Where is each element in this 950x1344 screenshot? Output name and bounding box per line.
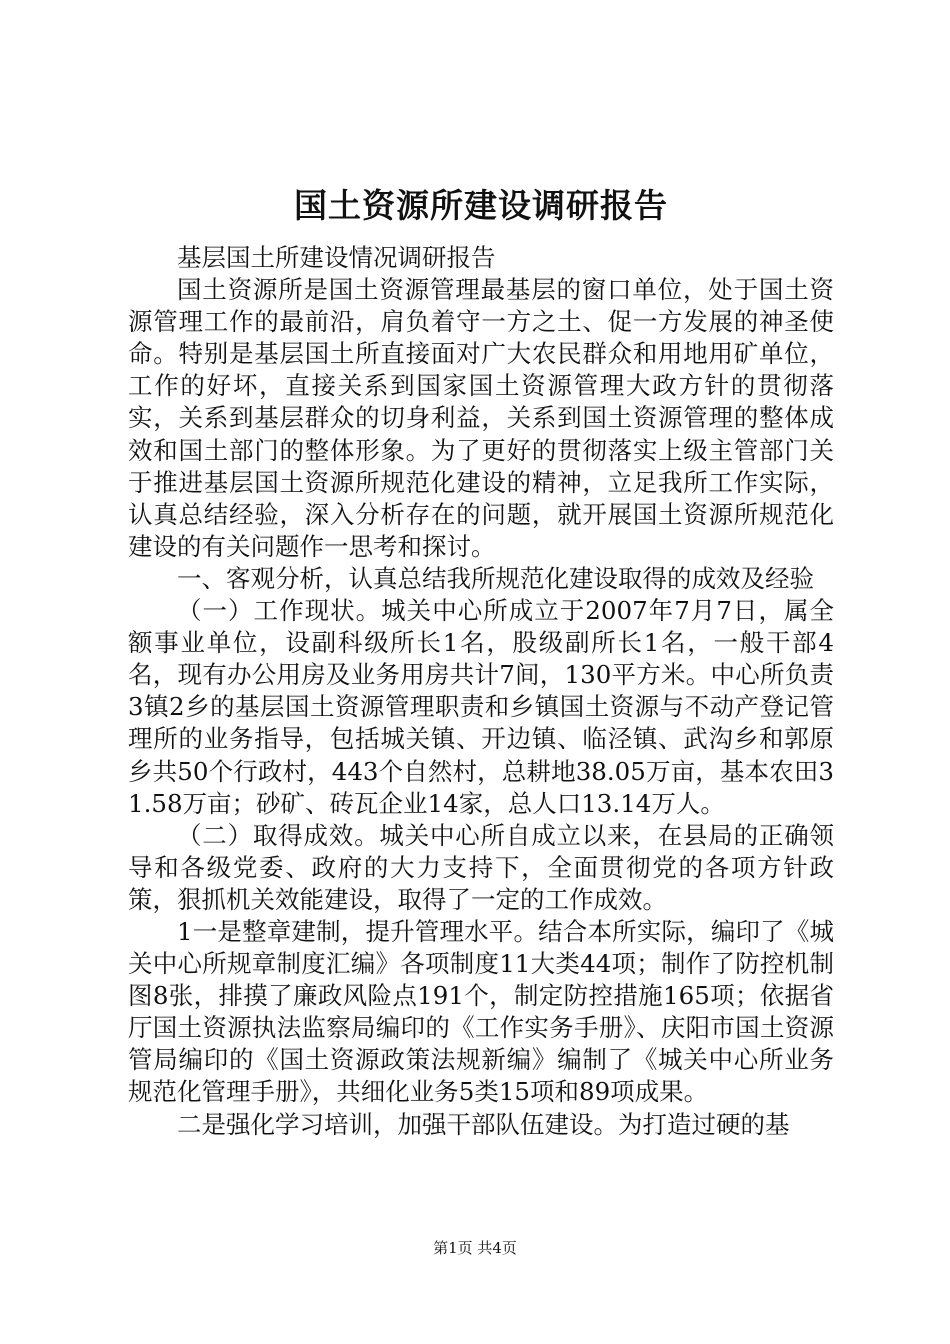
paragraph-intro: 国土资源所是国土资源管理最基层的窗口单位，处于国土资源管理工作的最前沿，肩负着守一方之土、促一方发展的神圣使命。特别是基层国土所直接面对广大农民群众和用地用矿单位，工作的好坏，直接关系到国家国土资源管理大政方针的贯彻落实，关系到基层群众的切身利益，关系到国土资源管理的整体成效和国土部门的整体形象。为了更好的贯彻落实上级主管部门关于推进基层国土资源所规范化建设的精神，立足我所工作实际，认真总结经验，深入分析存在的问题，就开展国土资源所规范化建设的有关问题作一思考和探讨。 xyxy=(128,275,834,561)
paragraph-current-status: （一）工作现状。城关中心所成立于2007年7月7日，属全额事业单位，设副科级所长1名，股级副所长1名，一般干部4名，现有办公用房及业务用房共计7间，130平方米。中心所负责3镇2乡的基层国土资源管理职责和乡镇国土资源与不动产登记管理所的业务指导，包括城关镇、开边镇、临泾镇、武沟乡和郭原乡共50个行政村，443个自然村，总耕地38.05万亩，基本农田31.58万亩；砂矿、砖瓦企业14家，总人口13.14万人。 xyxy=(128,596,834,818)
document-subtitle: 基层国土所建设情况调研报告 xyxy=(177,243,496,272)
page-footer: 第1页 共4页 xyxy=(433,1239,517,1257)
paragraph-training: 二是强化学习培训，加强干部队伍建设。为打造过硬的基 xyxy=(177,1109,790,1139)
section-heading-one: 一、客观分析，认真总结我所规范化建设取得的成效及经验 xyxy=(177,563,814,593)
paragraph-rules-system: 1一是整章建制，提升管理水平。结合本所实际，编印了《城关中心所规章制度汇编》各项制度11大类44项；制作了防控机制图8张，排摸了廉政风险点191个，制定防控措施165项；依据省厅国土资源执法监察局编印的《工作实务手册》、庆阳市国土资源管局编印的《国土资源政策法规新编》编制了《城关中心所业务规范化管理手册》，共细化业务5类15项和89项成果。 xyxy=(128,916,834,1107)
document-title: 国土资源所建设调研报告 xyxy=(294,186,668,225)
paragraph-achievements: （二）取得成效。城关中心所自成立以来，在县局的正确领导和各级党委、政府的大力支持下，全面贯彻党的各项方针政策，狠抓机关效能建设，取得了一定的工作成效。 xyxy=(128,820,834,914)
document-body xyxy=(128,176,834,1141)
